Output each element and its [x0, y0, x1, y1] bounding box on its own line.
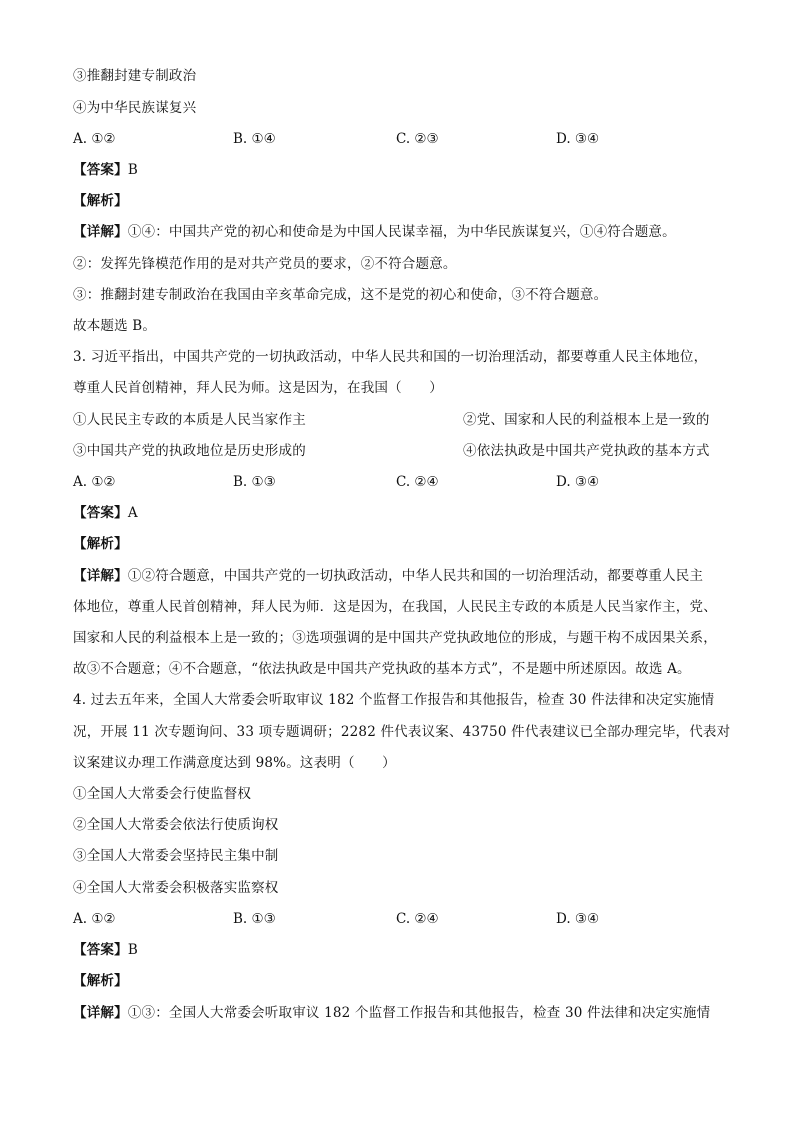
q3-item-2: ②党、国家和人民的利益根本上是一致的	[463, 412, 710, 428]
q2-item-4: ④为中华民族谋复兴	[73, 100, 197, 116]
q3-analysis-tag: 【解析】	[73, 536, 128, 552]
answer-value: B	[127, 162, 138, 178]
q3-option-c: C. ②④	[396, 474, 439, 490]
q3-item-3: ③中国共产党的执政地位是历史形成的	[73, 443, 306, 459]
q3-item-row	[73, 410, 710, 430]
answer-tag: 【答案】	[73, 162, 128, 178]
q4-option-a: A. ①②	[73, 911, 116, 927]
q2-analysis-tag: 【解析】	[73, 193, 128, 209]
q4-item-2: ②全国人大常委会依法行使质询权	[73, 817, 279, 833]
q2-item-3: ③推翻封建专制政治	[73, 68, 197, 84]
detail-tag: 【详解】	[73, 568, 128, 584]
answer-value: A	[127, 505, 138, 521]
q2-detail-line: ②：发挥先锋模范作用的是对共产党员的要求，②不符合题意。	[73, 256, 457, 272]
q2-detail-line: 故本题选 B。	[73, 318, 157, 334]
q3-answer	[73, 503, 138, 523]
q3-option-b: B. ①③	[233, 474, 276, 490]
detail-text: ①③：全国人大常委会听取审议 182 个监督工作报告和其他报告，检查 30 件法律和决定实施情	[127, 1005, 711, 1021]
answer-tag: 【答案】	[73, 942, 128, 958]
q2-answer	[73, 160, 138, 180]
detail-text: ①②符合题意，中国共产党的一切执政活动，中华人民共和国的一切治理活动，都要尊重人民主	[127, 568, 704, 584]
q2-option-a: A. ①②	[73, 131, 116, 147]
q2-option-d: D. ③④	[556, 131, 600, 147]
q3-stem-line: 3. 习近平指出，中国共产党的一切执政活动，中华人民共和国的一切治理活动，都要尊重人民主体地位，	[73, 349, 708, 365]
q4-analysis-tag: 【解析】	[73, 973, 128, 989]
q3-detail-line: 故③不合题意；④不合题意，“依法执政是中国共产党执政的基本方式”，不是题中所述原因。故选 A。	[73, 661, 691, 677]
q4-item-4: ④全国人大常委会积极落实监察权	[73, 880, 279, 896]
q3-option-a: A. ①②	[73, 474, 116, 490]
q4-option-c: C. ②④	[396, 911, 439, 927]
q4-stem-line: 4. 过去五年来，全国人大常委会听取审议 182 个监督工作报告和其他报告，检查 30 件法律和决定实施情	[73, 692, 715, 708]
q4-option-d: D. ③④	[556, 911, 600, 927]
q2-option-c: C. ②③	[396, 131, 439, 147]
q3-detail-line: 体地位，尊重人民首创精神，拜人民为师．这是因为，在我国，人民民主专政的本质是人民当家作主，党、	[73, 599, 717, 615]
answer-value: B	[127, 942, 138, 958]
q4-detail-line	[73, 1003, 710, 1023]
q4-item-1: ①全国人大常委会行使监督权	[73, 786, 252, 802]
q3-item-4: ④依法执政是中国共产党执政的基本方式	[463, 443, 710, 459]
q4-answer	[73, 940, 138, 960]
q4-stem-line: 议案建议办理工作满意度达到 98%。这表明（ ）	[73, 755, 396, 771]
q3-item-row	[73, 441, 710, 461]
q3-detail-line: 国家和人民的利益根本上是一致的；③选项强调的是中国共产党执政地位的形成，与题干构不成因果关系，	[73, 630, 717, 646]
q3-stem-line: 尊重人民首创精神，拜人民为师。这是因为，在我国（ ）	[73, 380, 443, 396]
q3-detail-line	[73, 566, 703, 586]
detail-tag: 【详解】	[73, 1005, 128, 1021]
q3-option-d: D. ③④	[556, 474, 600, 490]
detail-tag: 【详解】	[73, 224, 128, 240]
q4-item-3: ③全国人大常委会坚持民主集中制	[73, 848, 279, 864]
q2-option-b: B. ①④	[233, 131, 276, 147]
q2-detail-line: ③：推翻封建专制政治在我国由辛亥革命完成，这不是党的初心和使命，③不符合题意。	[73, 287, 608, 303]
q2-detail-line	[73, 222, 676, 242]
q4-stem-line: 况，开展 11 次专题询问、33 项专题调研；2282 件代表议案、43750 件代表建议已全部办理完毕，代表对	[73, 724, 731, 740]
detail-text: ①④：中国共产党的初心和使命是为中国人民谋幸福，为中华民族谋复兴，①④符合题意。	[127, 224, 676, 240]
answer-tag: 【答案】	[73, 505, 128, 521]
q4-option-b: B. ①③	[233, 911, 276, 927]
q3-item-1: ①人民民主专政的本质是人民当家作主	[73, 412, 306, 428]
